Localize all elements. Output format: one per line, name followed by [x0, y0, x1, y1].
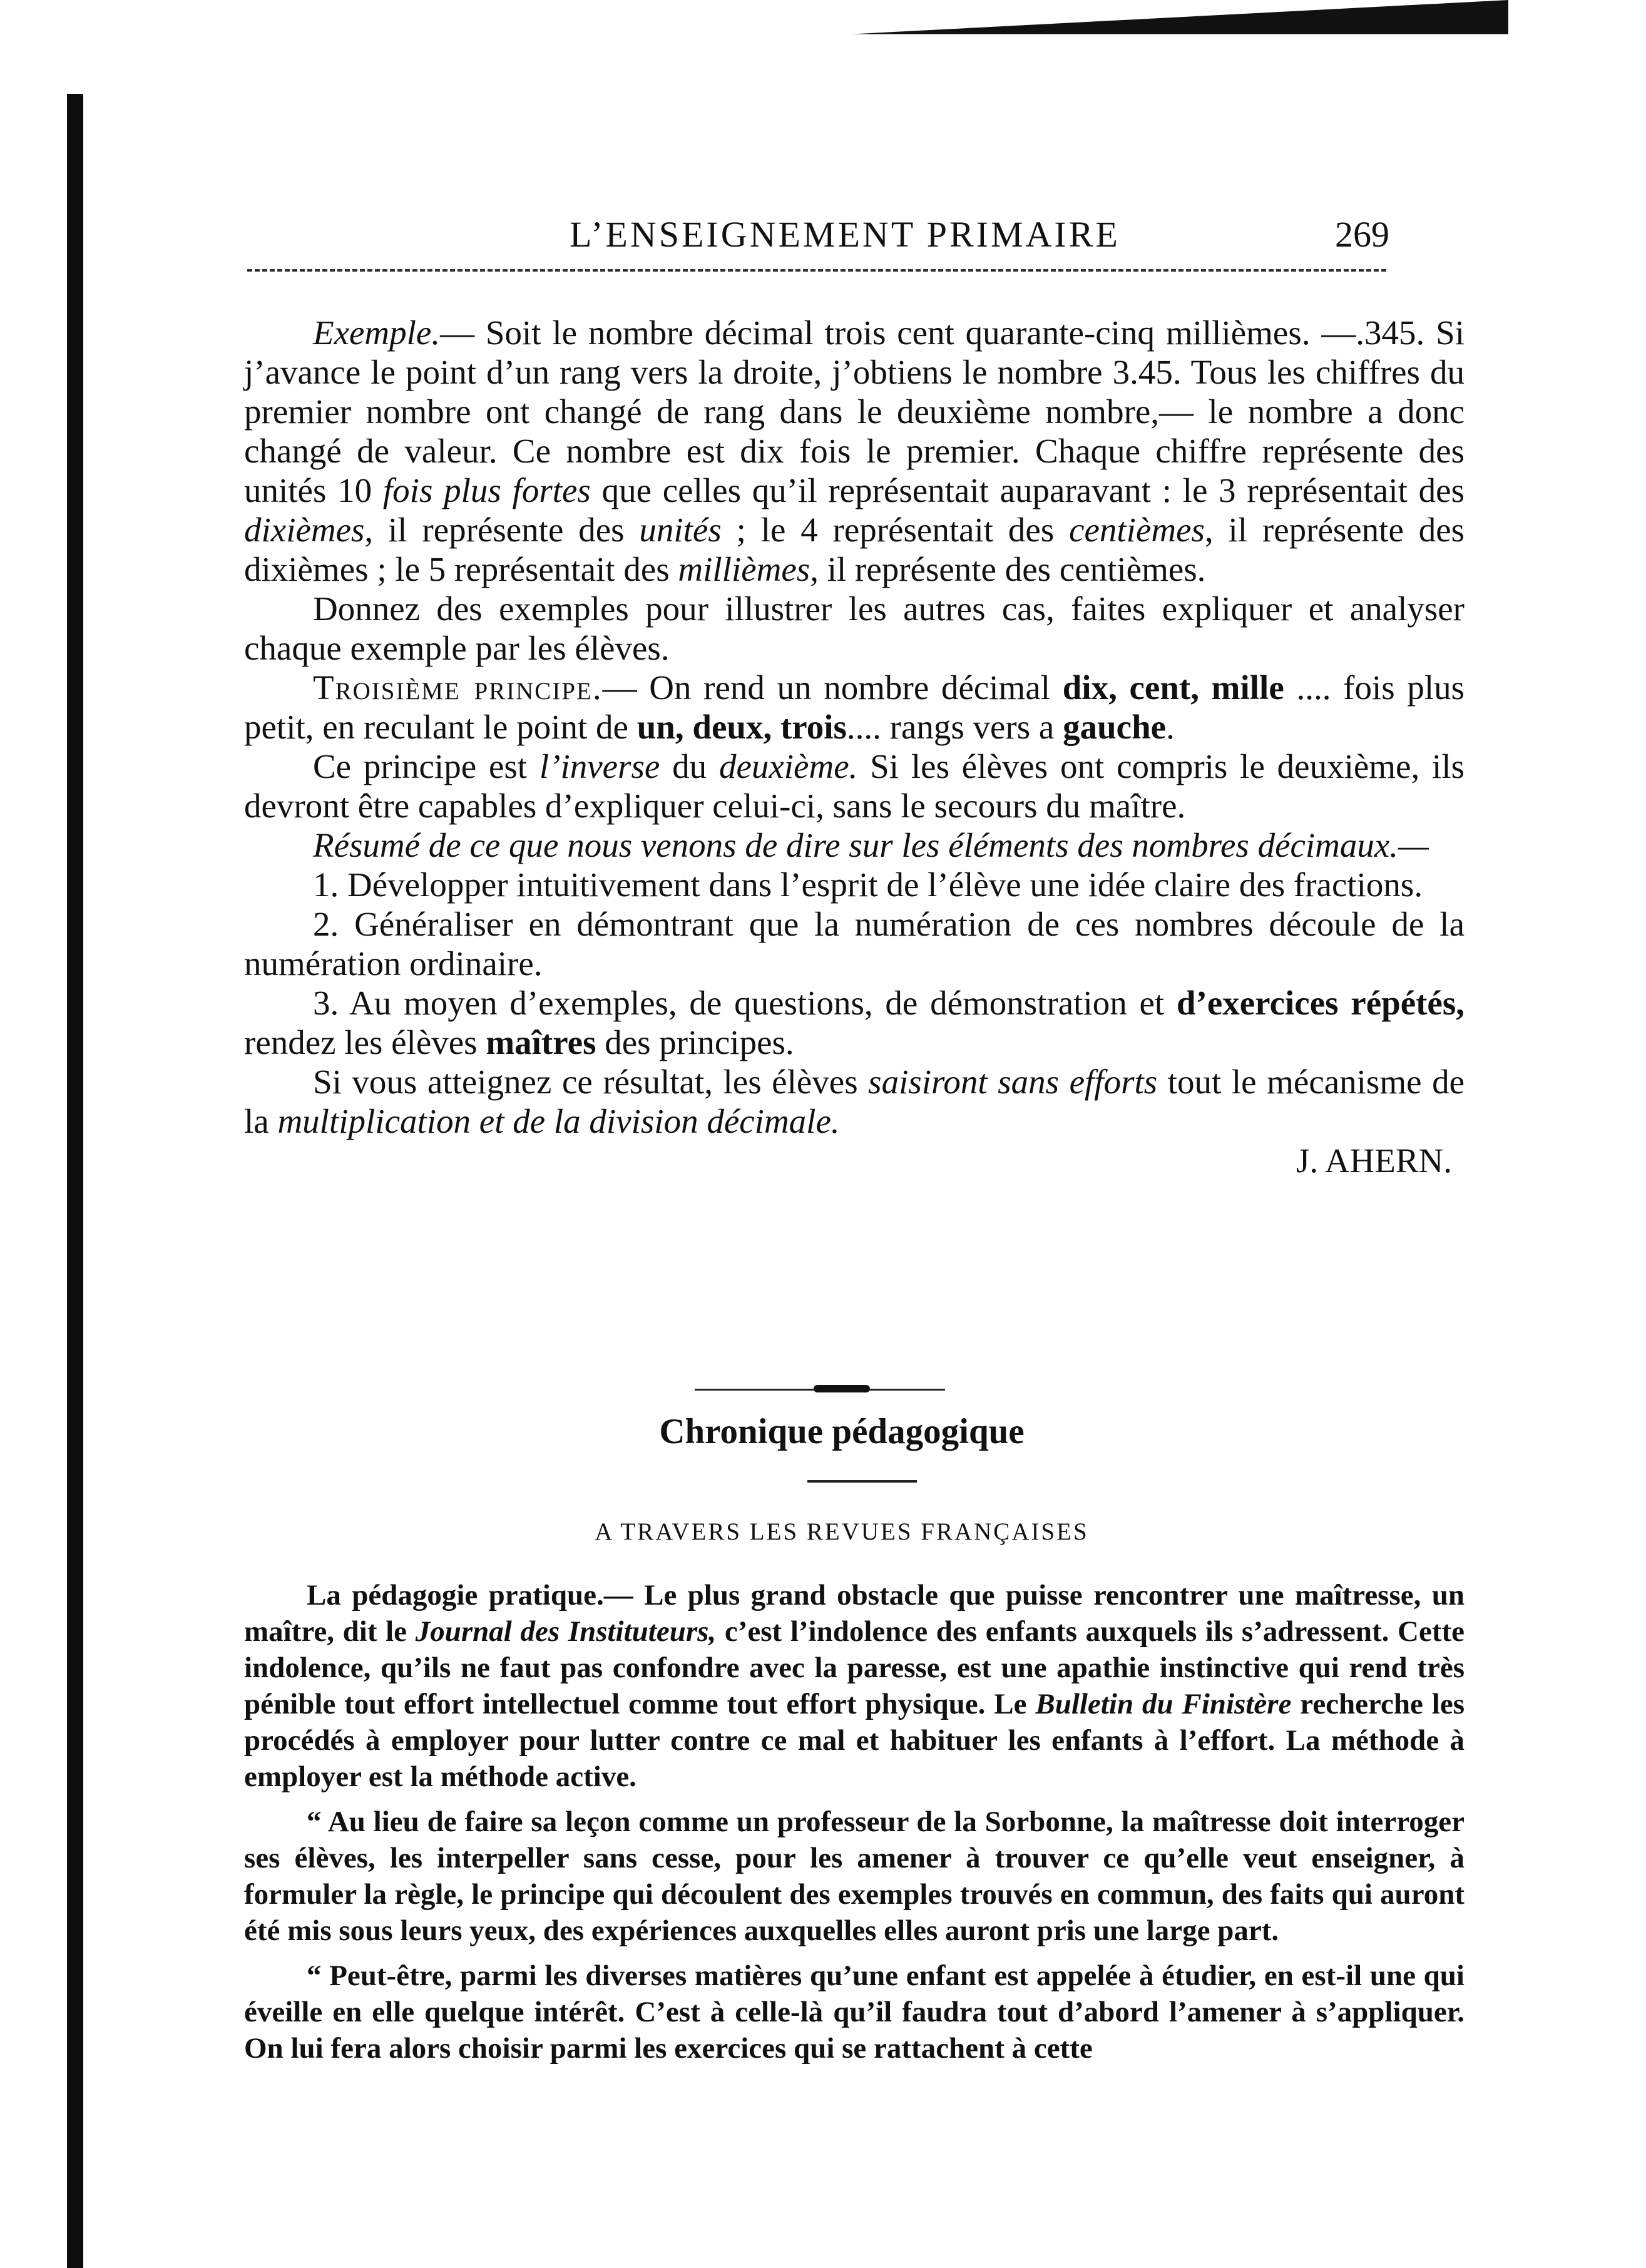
- scan-edge-top: [739, 0, 1508, 49]
- paragraph: La pédagogie pratique.— Le plus grand obstacle que puisse rencontrer une maîtresse, un maître, dit le Journal des Instituteurs, c’est l’indolence des enfants auxquels ils s’adressent. Cette indolence, qu’ils ne faut pas confondre avec la paresse, est une apathie instinctive qui rend très pénible tout effort intellectuel comme tout effort physique. Le Bulletin du Finistère recherche les procédés à employer pour lutter contre ce mal et habituer les enfants à l’effort. La méthode à employer est la méthode active.: [244, 1579, 1465, 1793]
- list-item: 3. Au moyen d’exemples, de questions, de démonstration et d’exercices répétés, rendez les élèves maîtres des principes.: [244, 984, 1465, 1061]
- header-rule: [247, 269, 1386, 272]
- running-title: L’ENSEIGNEMENT PRIMAIRE: [570, 214, 1120, 255]
- article-body: [244, 313, 1465, 1180]
- scan-edge-left: [67, 94, 83, 2268]
- section-rule: [807, 1480, 917, 1483]
- paragraph: Ce principe est l’inverse du deuxième. Si les élèves ont compris le deuxième, ils devront être capables d’expliquer celui-ci, sans le secours du maître.: [244, 747, 1465, 825]
- paragraph: “ Au lieu de faire sa leçon comme un professeur de la Sorbonne, la maîtresse doit interroger ses élèves, les interpeller sans cesse, pour les amener à trouver ce qu’elle veut enseigner, à formuler la règle, le principe qui découlent des exemples trouvés en commun, des faits qui auront été mis sous leurs yeux, des expériences auxquelles elles auront pris une large part.: [244, 1806, 1465, 1947]
- ornamental-rule: [695, 1386, 945, 1392]
- signature: J. AHERN.: [1296, 1142, 1452, 1180]
- chronique-body: [244, 1577, 1465, 2066]
- page-number: 269: [1335, 214, 1389, 255]
- paragraph: Exemple.— Soit le nombre décimal trois cent quarante-cinq millièmes. —.345. Si j’avance le point d’un rang vers la droite, j’obtiens le nombre 3.45. Tous les chiffres du premier nombre ont changé de rang dans le deuxième nombre,— le nombre a donc changé de valeur. Ce nombre est dix fois le premier. Chaque chiffre représente des unités 10 fois plus fortes que celles qu’il représentait auparavant : le 3 représentait des dixièmes, il représente des unités ; le 4 représentait des centièmes, il représente des dixièmes ; le 5 représentait des millièmes, il représente des centièmes.: [244, 314, 1465, 588]
- section-title: Chronique pédagogique: [659, 1412, 1025, 1451]
- paragraph: “ Peut-être, parmi les diverses matières qu’une enfant est appelée à étudier, en est-il une qui éveille en elle quelque intérêt. C’est à celle-là qu’il faudra tout d’abord l’amener à s’appliquer. On lui fera alors choisir parmi les exercices qui se rattachent à cette: [244, 1959, 1465, 2065]
- paragraph: Si vous atteignez ce résultat, les élèves saisiront sans efforts tout le mécanisme de la multiplication et de la division décimale.: [244, 1063, 1465, 1140]
- running-head: [244, 199, 1389, 255]
- resume-heading: Résumé de ce que nous venons de dire sur les éléments des nombres décimaux.—: [313, 826, 1429, 864]
- paragraph: Donnez des exemples pour illustrer les autres cas, faites expliquer et analyser chaque exemple par les élèves.: [244, 590, 1465, 667]
- list-item: 1. Développer intuitivement dans l’esprit de l’élève une idée claire des fractions.: [313, 866, 1423, 904]
- section-subheading: A TRAVERS LES REVUES FRANÇAISES: [595, 1518, 1089, 1545]
- paragraph: Troisième principe.— On rend un nombre décimal dix, cent, mille .... fois plus petit, en reculant le point de un, deux, trois.... rangs vers a gauche.: [244, 668, 1465, 746]
- list-item: 2. Généraliser en démontrant que la numération de ces nombres découle de la numération ordinaire.: [244, 905, 1465, 983]
